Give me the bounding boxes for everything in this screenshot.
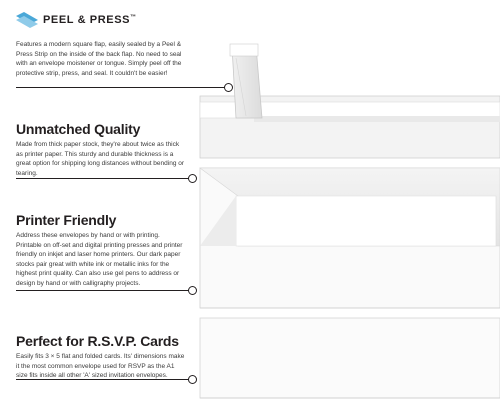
closed-envelope — [200, 318, 500, 398]
peel-strip-envelope — [200, 44, 500, 158]
rsvp-description: Easily fits 3 × 5 flat and folded cards. Its' dimensions make it the most common envelope used for RSVP as the A1 size fits inside all other 'A' sized invitation envelopes. — [16, 353, 185, 379]
quality-callout-dot — [188, 174, 197, 183]
printer-section — [16, 212, 186, 288]
printer-callout-dot — [188, 286, 197, 295]
rsvp-leader-line — [16, 379, 192, 380]
rsvp-section — [16, 333, 186, 381]
quality-leader-line — [16, 178, 192, 179]
printer-description: Address these envelopes by hand or with printing. Printable on off-set and digital printing presses and printer friendly on inkjet and laser home printers. Our dark paper stocks pair great with white ink or metallic inks for the highest print quality. Can also use gel pens to address or design by hand or with calligraphy projects. — [16, 232, 183, 287]
peel-press-header — [16, 12, 137, 28]
printer-title: Printer Friendly — [16, 212, 117, 228]
peel-press-title: PEEL & PRESS™ — [43, 14, 137, 26]
peel-press-section — [16, 40, 186, 78]
rsvp-callout-dot — [188, 375, 197, 384]
peel-press-description: Features a modern square flap, easily sealed by a Peel & Press Strip on the inside of the back flap. No need to seal with an envelope moistener or tongue. Simply peel off the protective strip, press, and seal. It couldn't be easier! — [16, 41, 182, 77]
peel-press-callout-dot — [224, 83, 233, 92]
quality-section — [16, 121, 186, 178]
quality-description: Made from thick paper stock, they're about twice as thick as printer paper. This sturdy and durable thickness is a great option for shipping long distances without bending or tearing. — [16, 141, 185, 177]
quality-title: Unmatched Quality — [16, 121, 141, 137]
peel-press-leader-line — [16, 87, 228, 88]
rsvp-title: Perfect for R.S.V.P. Cards — [16, 333, 179, 349]
open-flap-envelope — [200, 168, 500, 308]
printer-leader-line — [16, 290, 192, 291]
peel-press-logo-icon — [16, 12, 38, 28]
